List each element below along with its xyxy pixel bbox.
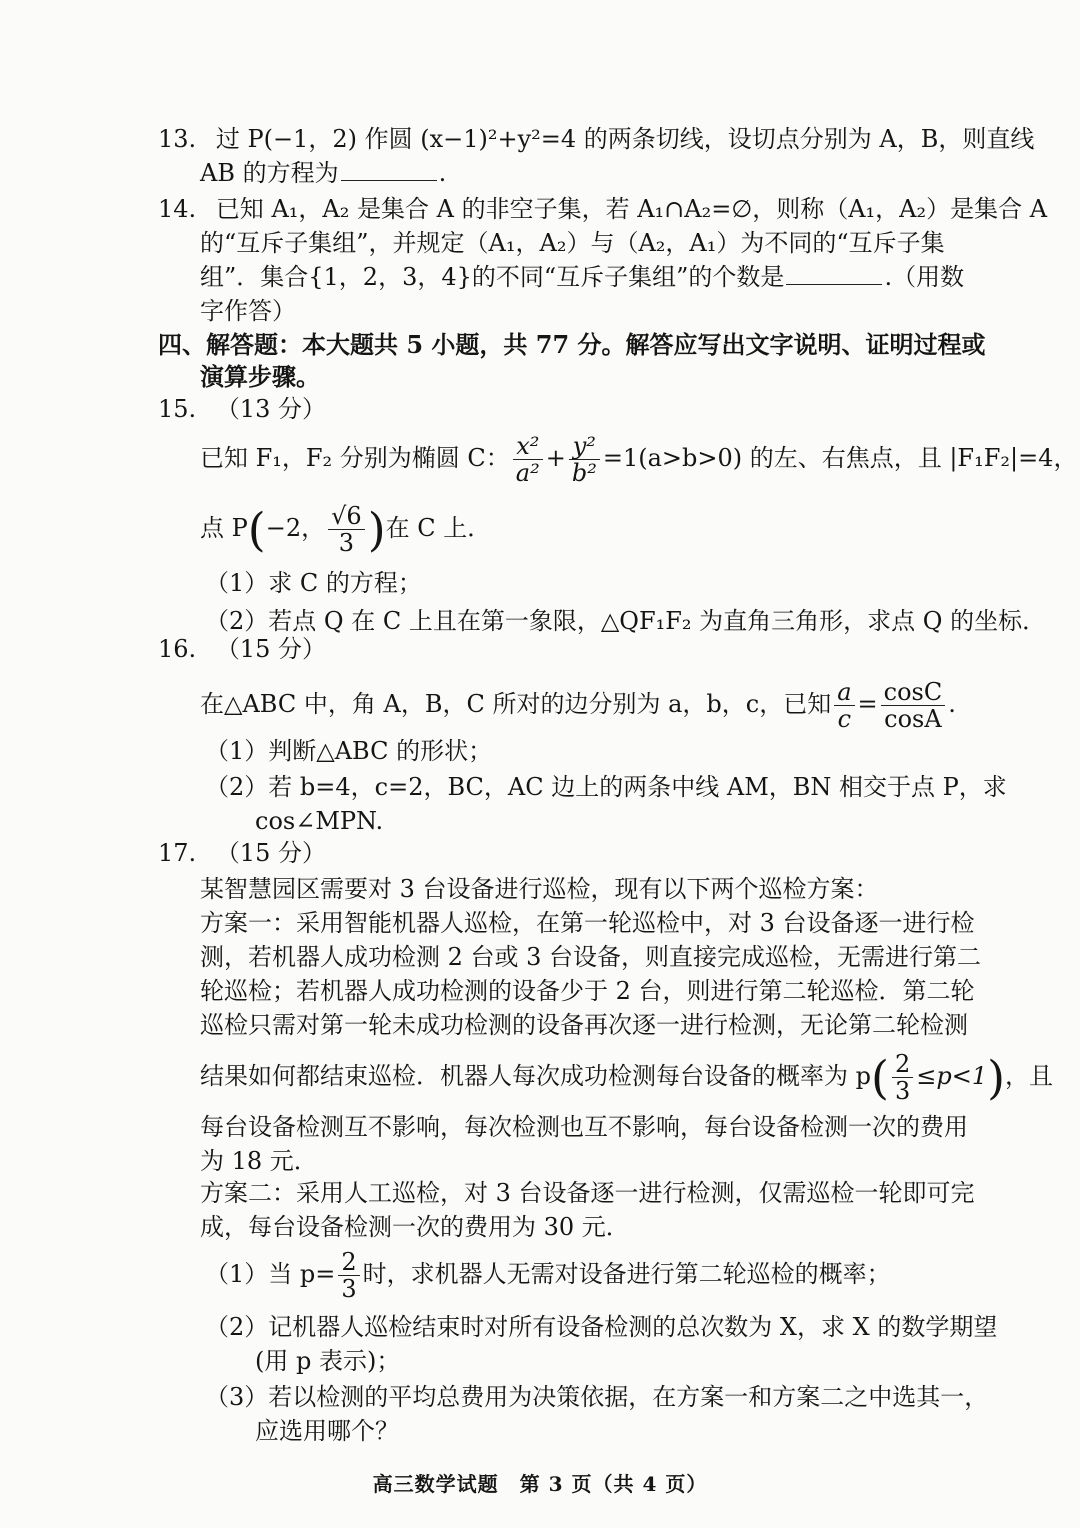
- page-footer: 高三数学试题 第 3 页（共 4 页）: [372, 1472, 708, 1496]
- answer-blank: [786, 262, 882, 285]
- q15-part1: （1）求 C 的方程；: [205, 569, 422, 597]
- question-number: 15.: [158, 395, 197, 423]
- q17-line: 成，每台设备检测一次的费用为 30 元．: [200, 1213, 630, 1241]
- q14-text-3: 组”．集合{1，2，3，4}的不同“互斥子集组”的个数是: [200, 263, 785, 291]
- q13-period: .: [438, 159, 447, 187]
- q14-line1: [158, 192, 1047, 226]
- question-number: 14.: [158, 195, 197, 223]
- q13-text-2: AB 的方程为: [200, 159, 339, 187]
- q14-line4: 字作答）: [200, 297, 296, 325]
- q16-header: [158, 632, 326, 666]
- q15-header: [158, 392, 326, 426]
- fraction: $\frac{\text{y²}}{\text{b²}}$: [569, 433, 600, 486]
- q17-part3-cont: 应选用哪个？: [255, 1417, 399, 1445]
- fraction: $\frac{2}{3}$: [338, 1249, 359, 1302]
- q17-part2: （2）记机器人巡检结束时对所有设备检测的总次数为 X，求 X 的数学期望: [205, 1313, 998, 1341]
- question-number: 17.: [158, 839, 197, 867]
- q16-stem: 在△ABC 中，角 A，B，C 所对的边分别为 a，b，c，已知 $\frac{a}{c}$ = $\frac{\cos C}{\cos A}$ .: [200, 678, 956, 733]
- q17-line: 轮巡检；若机器人成功检测的设备少于 2 台，则进行第二轮巡检．第二轮: [200, 977, 975, 1005]
- q13-line2: [200, 156, 446, 190]
- q16-part1: （1）判断△ABC 的形状；: [205, 737, 493, 765]
- fraction: $\frac{a}{c}$: [834, 679, 854, 732]
- q15-part2: （2）若点 Q 在 C 上且在第一象限，△QF₁F₂ 为直角三角形，求点 Q 的坐标．: [205, 607, 1047, 635]
- fraction: $\frac{\cos C}{\cos A}$: [881, 679, 946, 732]
- question-score: （15 分）: [215, 839, 326, 867]
- q15-stem-text: 已知 F₁，F₂ 分别为椭圆 C：: [200, 444, 510, 472]
- q17-part1: （1）当 p= $\frac{2}{3}$ 时，求机器人无需对设备进行第二轮巡检的概率；: [205, 1248, 891, 1303]
- question-score: （13 分）: [215, 395, 326, 423]
- q14-text: 已知 A₁，A₂ 是集合 A 的非空子集，若 A₁∩A₂=∅，则称（A₁，A₂）是集合 A: [215, 195, 1048, 223]
- q15-point: 点 P(−2， $\frac{√6}{3}$ )在 C 上．: [200, 502, 492, 557]
- q13-line1: [158, 122, 1034, 156]
- question-number: 13.: [158, 125, 197, 153]
- section-heading: 四、解答题：本大题共 5 小题，共 77 分。解答应写出文字说明、证明过程或: [158, 330, 986, 359]
- q15-stem-text-2: =1(a>b>0) 的左、右焦点，且 |F₁F₂|=4，: [602, 444, 1078, 472]
- q17-part3: （3）若以检测的平均总费用为决策依据，在方案一和方案二之中选其一，: [205, 1383, 989, 1411]
- q17-line: 方案一：采用智能机器人巡检，在第一轮巡检中，对 3 台设备逐一进行检: [200, 909, 975, 937]
- q17-line: 每台设备检测互不影响，每次检测也互不影响，每台设备检测一次的费用: [200, 1113, 968, 1141]
- q17-line: 测，若机器人成功检测 2 台或 3 台设备，则直接完成巡检，无需进行第二: [200, 943, 982, 971]
- q17-line: 方案二：采用人工巡检，对 3 台设备逐一进行检测，仅需巡检一轮即可完: [200, 1179, 975, 1207]
- q14-text-3b: .（用数: [884, 263, 965, 291]
- fraction: $\frac{2}{3}$: [892, 1051, 913, 1104]
- q14-line3: [200, 260, 964, 294]
- q14-line2: 的“互斥子集组”，并规定（A₁，A₂）与（A₂，A₁）为不同的“互斥子集: [200, 229, 945, 257]
- section-heading-2: 演算步骤。: [200, 362, 320, 391]
- q17-line: 巡检只需对第一轮未成功检测的设备再次逐一进行检测，无论第二轮检测: [200, 1011, 968, 1039]
- answer-blank: [341, 158, 437, 181]
- q17-part2-cont: (用 p 表示)；: [255, 1347, 401, 1375]
- question-score: （15 分）: [215, 635, 326, 663]
- q16-part2-cont: cos∠MPN.: [255, 807, 384, 835]
- q15-stem: 已知 F₁，F₂ 分别为椭圆 C： $\frac{\text{x²}}{\text{a²}}$ + $\frac{\text{y²}}{\text{b²}}$ =1(a>b>0) 的左、右焦点，且 |F₁F₂|=4，: [200, 432, 1078, 487]
- q17-line-prob: 结果如何都结束巡检．机器人每次成功检测每台设备的概率为 p( $\frac{2}{3}$ ≤p<1)，且: [200, 1050, 1054, 1105]
- q16-part2: （2）若 b=4，c=2，BC，AC 边上的两条中线 AM，BN 相交于点 P，求: [205, 773, 1007, 801]
- fraction: $\frac{\text{x²}}{\text{a²}}$: [513, 433, 543, 486]
- fraction: $\frac{√6}{3}$: [328, 503, 365, 556]
- q17-header: [158, 836, 326, 870]
- question-number: 16.: [158, 635, 197, 663]
- q17-line: 为 18 元．: [200, 1147, 318, 1175]
- q17-line: 某智慧园区需要对 3 台设备进行巡检，现有以下两个巡检方案：: [200, 875, 879, 903]
- q13-text: 过 P(−1，2) 作圆 (x−1)²+y²=4 的两条切线，设切点分别为 A，B，则直线: [215, 125, 1035, 153]
